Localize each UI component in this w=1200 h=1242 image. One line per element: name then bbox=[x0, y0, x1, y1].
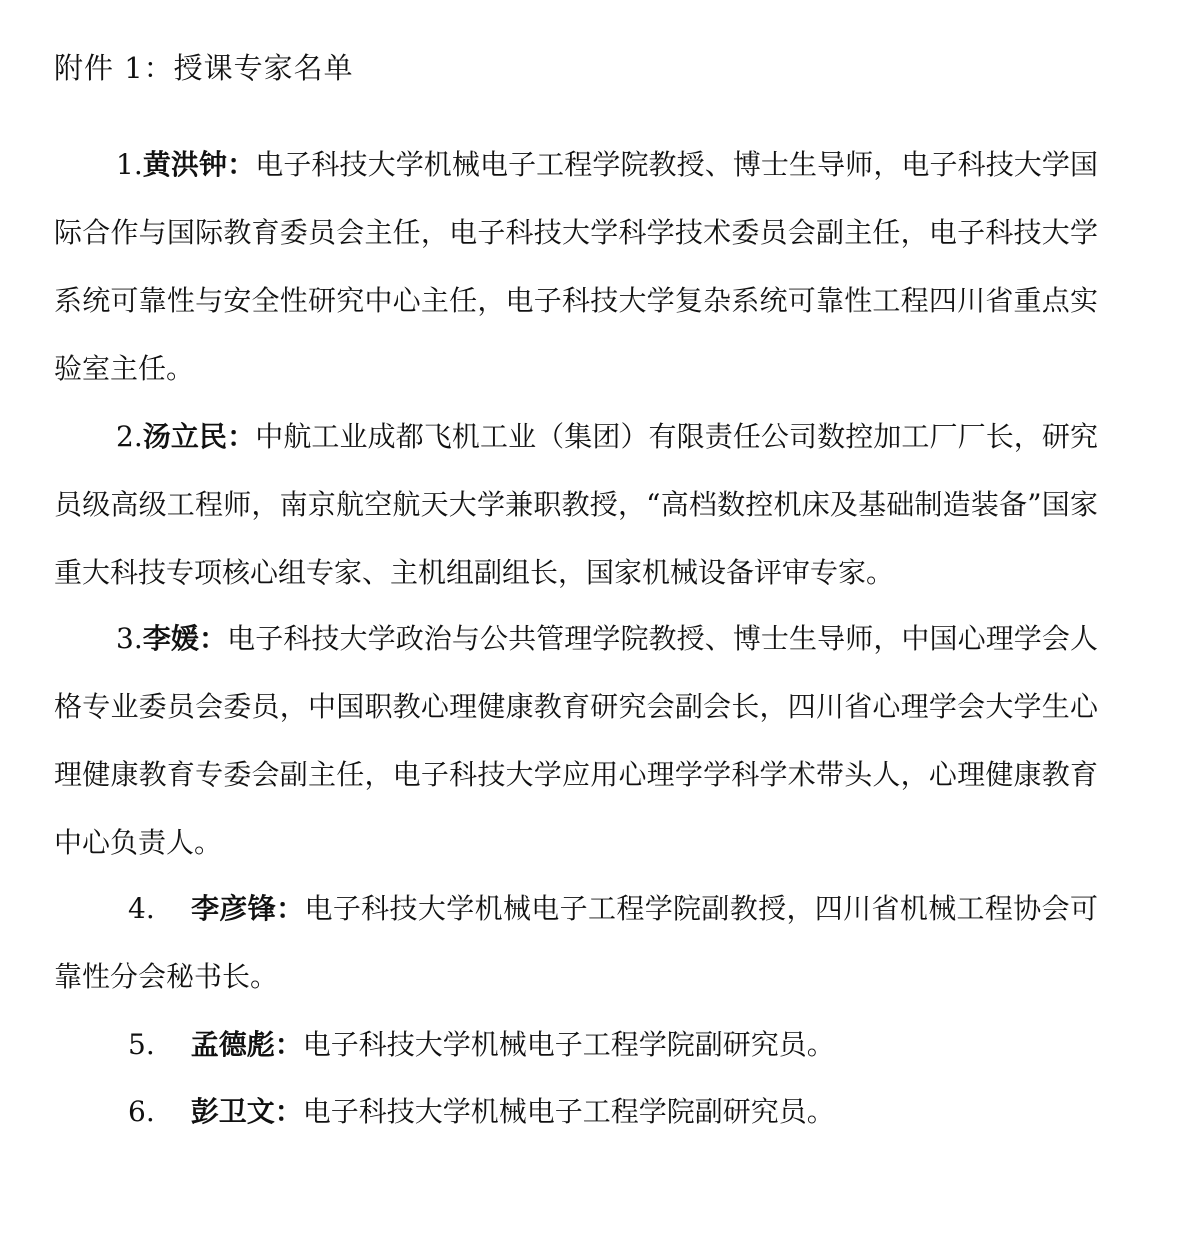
expert-number: 1. bbox=[116, 148, 143, 181]
expert-number: 4. bbox=[128, 892, 155, 925]
expert-name: 汤立民 bbox=[142, 420, 228, 453]
expert-number: 2. bbox=[116, 420, 143, 453]
expert-description: 中航工业成都飞机工业（集团）有限责任公司数控加工厂厂长，研究员级高级工程师，南京航空航天大学兼职教授，“高档数控机床及基础制造装备”国家重大科技专项核心组专家、主机组副组长，国家机械设备评审专家。 bbox=[54, 420, 1098, 589]
expert-separator: ： bbox=[227, 420, 256, 453]
expert-entry-1 bbox=[54, 131, 1098, 403]
expert-number: 5. bbox=[128, 1028, 155, 1061]
expert-entry-3 bbox=[54, 605, 1098, 877]
expert-name: 李彦锋 bbox=[190, 892, 277, 925]
expert-entry-6 bbox=[54, 1078, 1098, 1146]
expert-description: 电子科技大学机械电子工程学院教授、博士生导师，电子科技大学国际合作与国际教育委员会主任，电子科技大学科学技术委员会副主任，电子科技大学系统可靠性与安全性研究中心主任，电子科技大学复杂系统可靠性工程四川省重点实验室主任。 bbox=[54, 148, 1098, 385]
expert-entry-2 bbox=[54, 403, 1098, 607]
expert-description: 电子科技大学机械电子工程学院副研究员。 bbox=[302, 1095, 835, 1128]
expert-name: 孟德彪 bbox=[190, 1028, 275, 1061]
expert-name: 黄洪钟 bbox=[142, 148, 228, 181]
expert-description: 电子科技大学政治与公共管理学院教授、博士生导师，中国心理学会人格专业委员会委员，中国职教心理健康教育研究会副会长，四川省心理学会大学生心理健康教育专委会副主任，电子科技大学应用心理学学科学术带头人，心理健康教育中心负责人。 bbox=[54, 622, 1098, 859]
expert-entry-4 bbox=[54, 875, 1098, 1011]
expert-name: 彭卫文 bbox=[190, 1095, 275, 1128]
expert-separator: ： bbox=[274, 1095, 303, 1128]
expert-separator: ： bbox=[274, 1028, 303, 1061]
expert-entry-5 bbox=[54, 1011, 1098, 1079]
expert-number: 3. bbox=[116, 622, 143, 655]
expert-separator: ： bbox=[227, 148, 256, 181]
expert-separator: ： bbox=[276, 892, 305, 925]
document-title: 附件 1：授课专家名单 bbox=[54, 51, 354, 85]
expert-name: 李媛 bbox=[142, 622, 200, 655]
expert-description: 电子科技大学机械电子工程学院副教授，四川省机械工程协会可靠性分会秘书长。 bbox=[54, 892, 1098, 993]
expert-separator: ： bbox=[199, 622, 228, 655]
expert-description: 电子科技大学机械电子工程学院副研究员。 bbox=[302, 1028, 835, 1061]
expert-number: 6. bbox=[128, 1095, 155, 1128]
